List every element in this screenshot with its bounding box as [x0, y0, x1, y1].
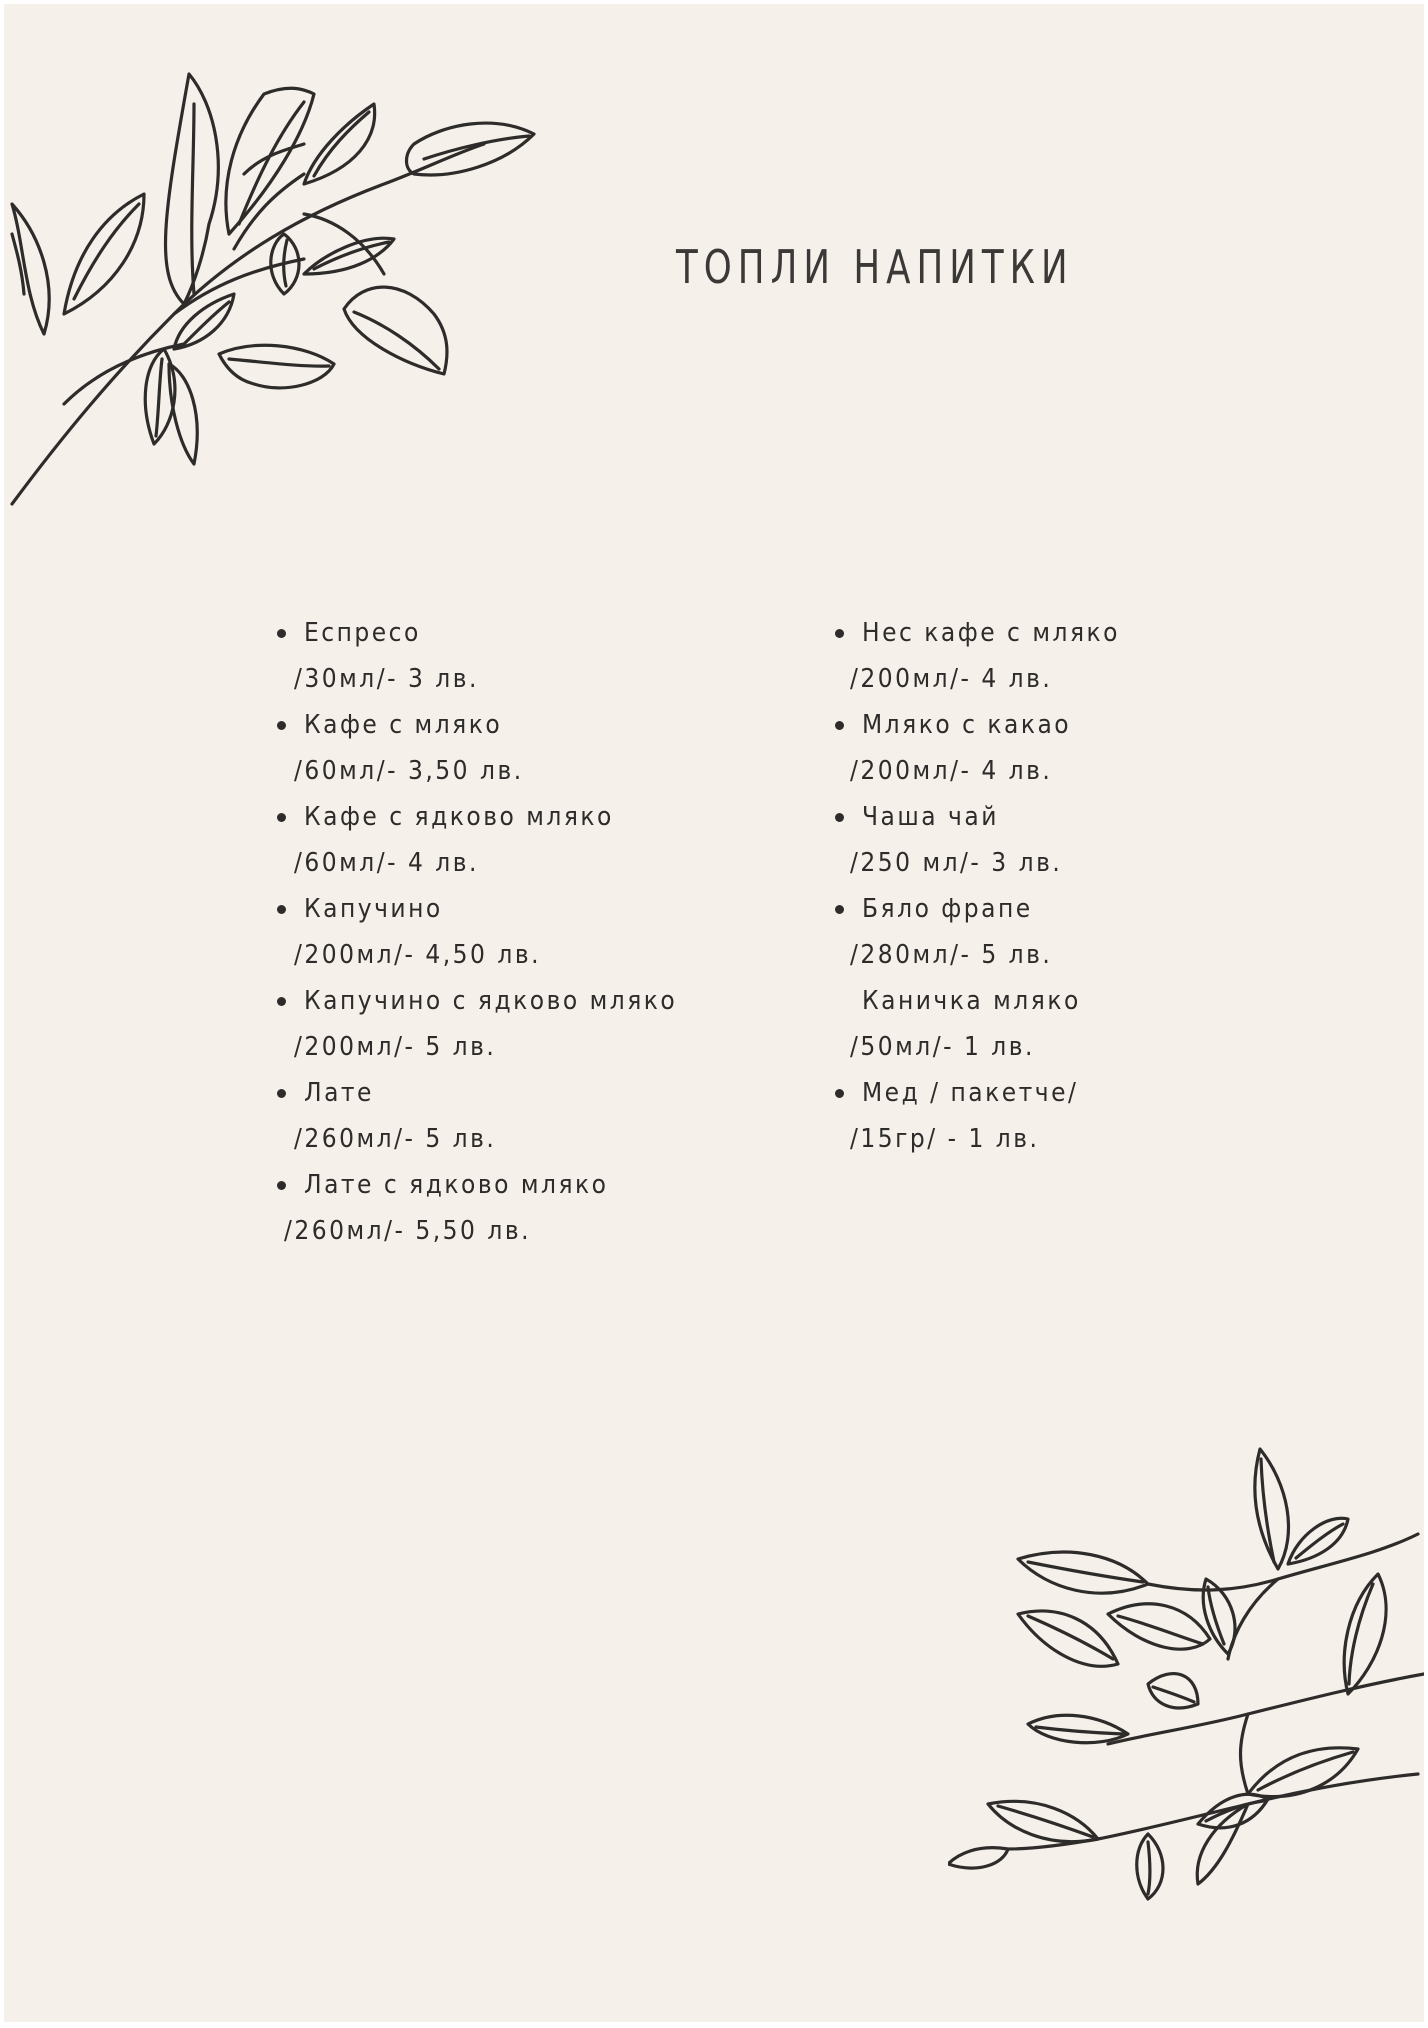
- leaf-branch-bottom-right: [948, 1444, 1424, 1904]
- bullet-dot: [277, 997, 286, 1006]
- item-detail: /50мл/- 1 лв.: [850, 1032, 1035, 1062]
- item-name: Бяло фрапе: [862, 894, 1033, 924]
- item-detail: /60мл/- 4 лв.: [294, 848, 479, 878]
- item-detail: /15гр/ - 1 лв.: [850, 1124, 1040, 1154]
- item-name: Капучино: [304, 894, 443, 924]
- item-name: Мляко с какао: [862, 710, 1072, 740]
- item-name: Кафе с мляко: [304, 710, 503, 740]
- bullet-dot: [277, 721, 286, 730]
- list-item: [830, 702, 1270, 794]
- list-item: [272, 978, 712, 1070]
- item-detail: /280мл/- 5 лв.: [850, 940, 1053, 970]
- item-name: Еспресо: [304, 618, 421, 648]
- bullet-dot: [277, 905, 286, 914]
- item-detail: /60мл/- 3,50 лв.: [294, 756, 524, 786]
- bullet-dot: [277, 1089, 286, 1098]
- list-item: [830, 610, 1270, 702]
- bullet-dot: [277, 813, 286, 822]
- menu-page: [4, 4, 1424, 2022]
- list-item: [272, 1162, 712, 1254]
- item-detail: /200мл/- 4 лв.: [850, 664, 1053, 694]
- item-name: Капучино с ядково мляко: [304, 986, 678, 1016]
- menu-list-left: [272, 610, 712, 1254]
- menu-list-right: [830, 610, 1270, 1162]
- item-detail: /30мл/- 3 лв.: [294, 664, 479, 694]
- item-detail: /260мл/- 5,50 лв.: [284, 1216, 532, 1246]
- item-name: Чаша чай: [862, 802, 999, 832]
- item-name: Лате: [304, 1078, 374, 1108]
- list-item: [830, 978, 1270, 1070]
- item-name: Нес кафе с мляко: [862, 618, 1120, 648]
- bullet-dot: [835, 721, 844, 730]
- list-item: [830, 886, 1270, 978]
- bullet-dot: [835, 629, 844, 638]
- list-item: [272, 702, 712, 794]
- item-detail: /200мл/- 5 лв.: [294, 1032, 497, 1062]
- item-detail: /260мл/- 5 лв.: [294, 1124, 497, 1154]
- list-item: [830, 1070, 1270, 1162]
- bullet-dot: [835, 813, 844, 822]
- item-name: Мед / пакетче/: [862, 1078, 1079, 1108]
- item-detail: /200мл/- 4,50 лв.: [294, 940, 542, 970]
- bullet-dot: [277, 629, 286, 638]
- list-item: [272, 886, 712, 978]
- item-name: Каничка мляко: [862, 986, 1081, 1016]
- item-name: Лате с ядково мляко: [304, 1170, 609, 1200]
- bullet-dot: [835, 1089, 844, 1098]
- page-title: ТОПЛИ НАПИТКИ: [676, 240, 1074, 294]
- list-item: [272, 610, 712, 702]
- bullet-dot: [835, 905, 844, 914]
- leaf-branch-top-left: [4, 44, 544, 514]
- bullet-dot: [277, 1181, 286, 1190]
- item-detail: /250 мл/- 3 лв.: [850, 848, 1063, 878]
- item-name: Кафе с ядково мляко: [304, 802, 614, 832]
- list-item: [830, 794, 1270, 886]
- list-item: [272, 794, 712, 886]
- list-item: [272, 1070, 712, 1162]
- item-detail: /200мл/- 4 лв.: [850, 756, 1053, 786]
